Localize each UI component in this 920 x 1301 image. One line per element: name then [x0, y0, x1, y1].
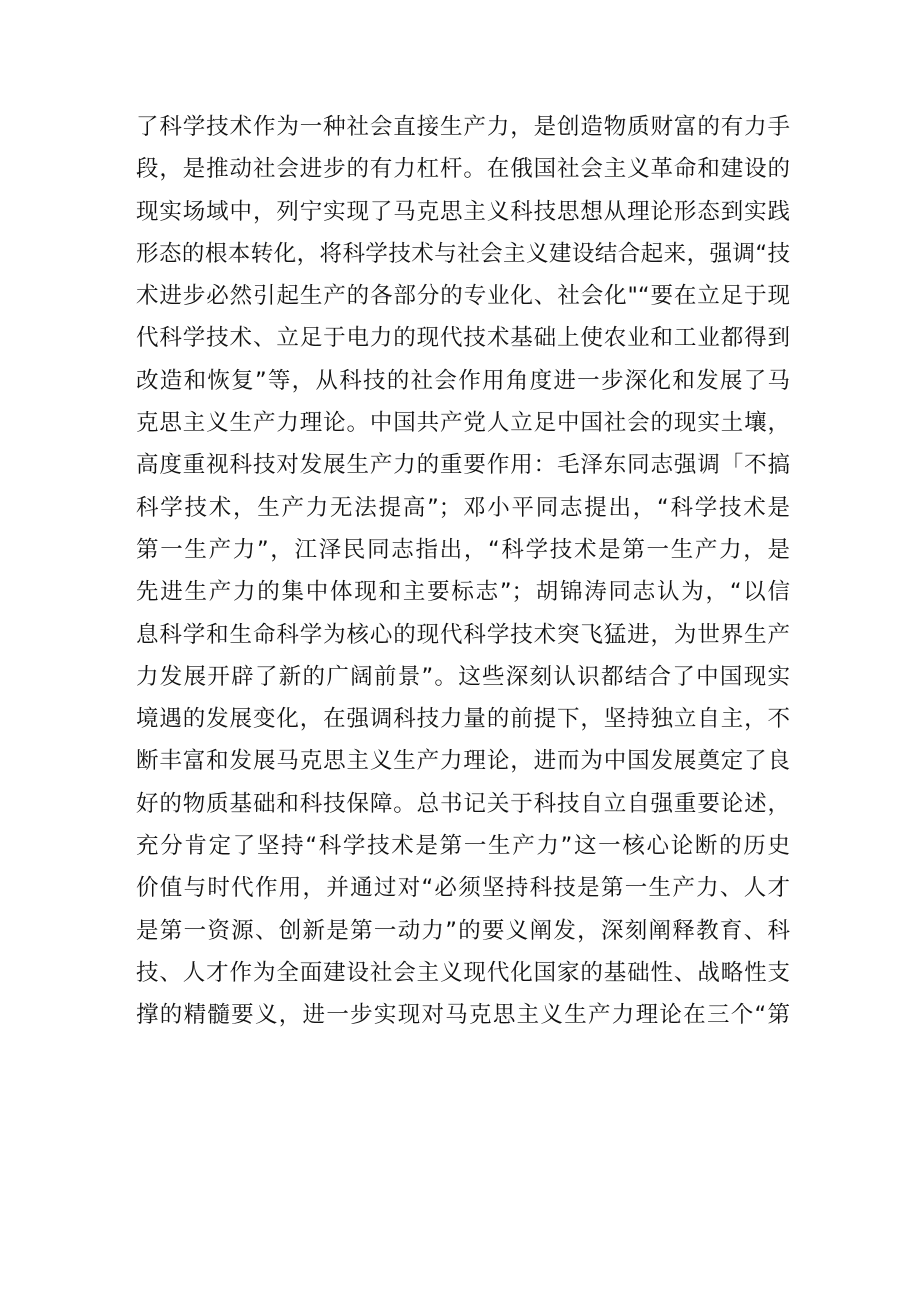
text-line: 段，是推动社会进步的有力杠杆。在俄国社会主义革命和建设的 — [136, 156, 790, 183]
text-line: 好的物质基础和科技保障。总书记关于科技自立自强重要论述， — [136, 790, 790, 817]
text-line: 术进步必然引起生产的各部分的专业化、社会化"“要在立足于现 — [136, 283, 790, 310]
text-line: 先进生产力的集中体现和主要标志”；胡锦涛同志认为，“以信 — [136, 579, 790, 606]
text-line: 撑的精髓要义，进一步实现对马克思主义生产力理论在三个“第 — [136, 1002, 790, 1029]
text-line: 息科学和生命科学为核心的现代科学技术突飞猛进，为世界生产 — [136, 621, 790, 648]
text-line: 了科学技术作为一种社会直接生产力，是创造物质财富的有力手 — [136, 114, 790, 140]
text-line: 断丰富和发展马克思主义生产力理论，进而为中国发展奠定了良 — [136, 748, 790, 775]
text-line: 力发展开辟了新的广阔前景”。这些深刻认识都结合了中国现实 — [136, 663, 790, 690]
text-line: 境遇的发展变化，在强调科技力量的前提下，坚持独立自主，不 — [136, 706, 790, 733]
text-line: 改造和恢复”等，从科技的社会作用角度进一步深化和发展了马 — [136, 367, 790, 394]
text-line: 充分肯定了坚持“科学技术是第一生产力”这一核心论断的历史 — [136, 833, 790, 860]
body-text — [136, 106, 790, 1037]
text-line: 价值与时代作用，并通过对“必须坚持科技是第一生产力、人才 — [136, 875, 790, 902]
text-line: 技、人才作为全面建设社会主义现代化国家的基础性、战略性支 — [136, 959, 790, 986]
text-line: 高度重视科技对发展生产力的重要作用：毛泽东同志强调「不搞 — [136, 452, 790, 479]
text-line: 现实场域中，列宁实现了马克思主义科技思想从理论形态到实践 — [136, 198, 790, 225]
text-line: 科学技术，生产力无法提高”；邓小平同志提出，“科学技术是 — [136, 494, 790, 521]
text-line: 形态的根本转化，将科学技术与社会主义建设结合起来，强调“技 — [136, 240, 790, 267]
text-line: 克思主义生产力理论。中国共产党人立足中国社会的现实土壤， — [136, 410, 790, 437]
text-line: 是第一资源、创新是第一动力”的要义阐发，深刻阐释教育、科 — [136, 917, 790, 944]
text-line: 第一生产力”，江泽民同志指出，“科学技术是第一生产力，是 — [136, 536, 790, 563]
text-line: 代科学技术、立足于电力的现代技术基础上使农业和工业都得到 — [136, 325, 790, 352]
